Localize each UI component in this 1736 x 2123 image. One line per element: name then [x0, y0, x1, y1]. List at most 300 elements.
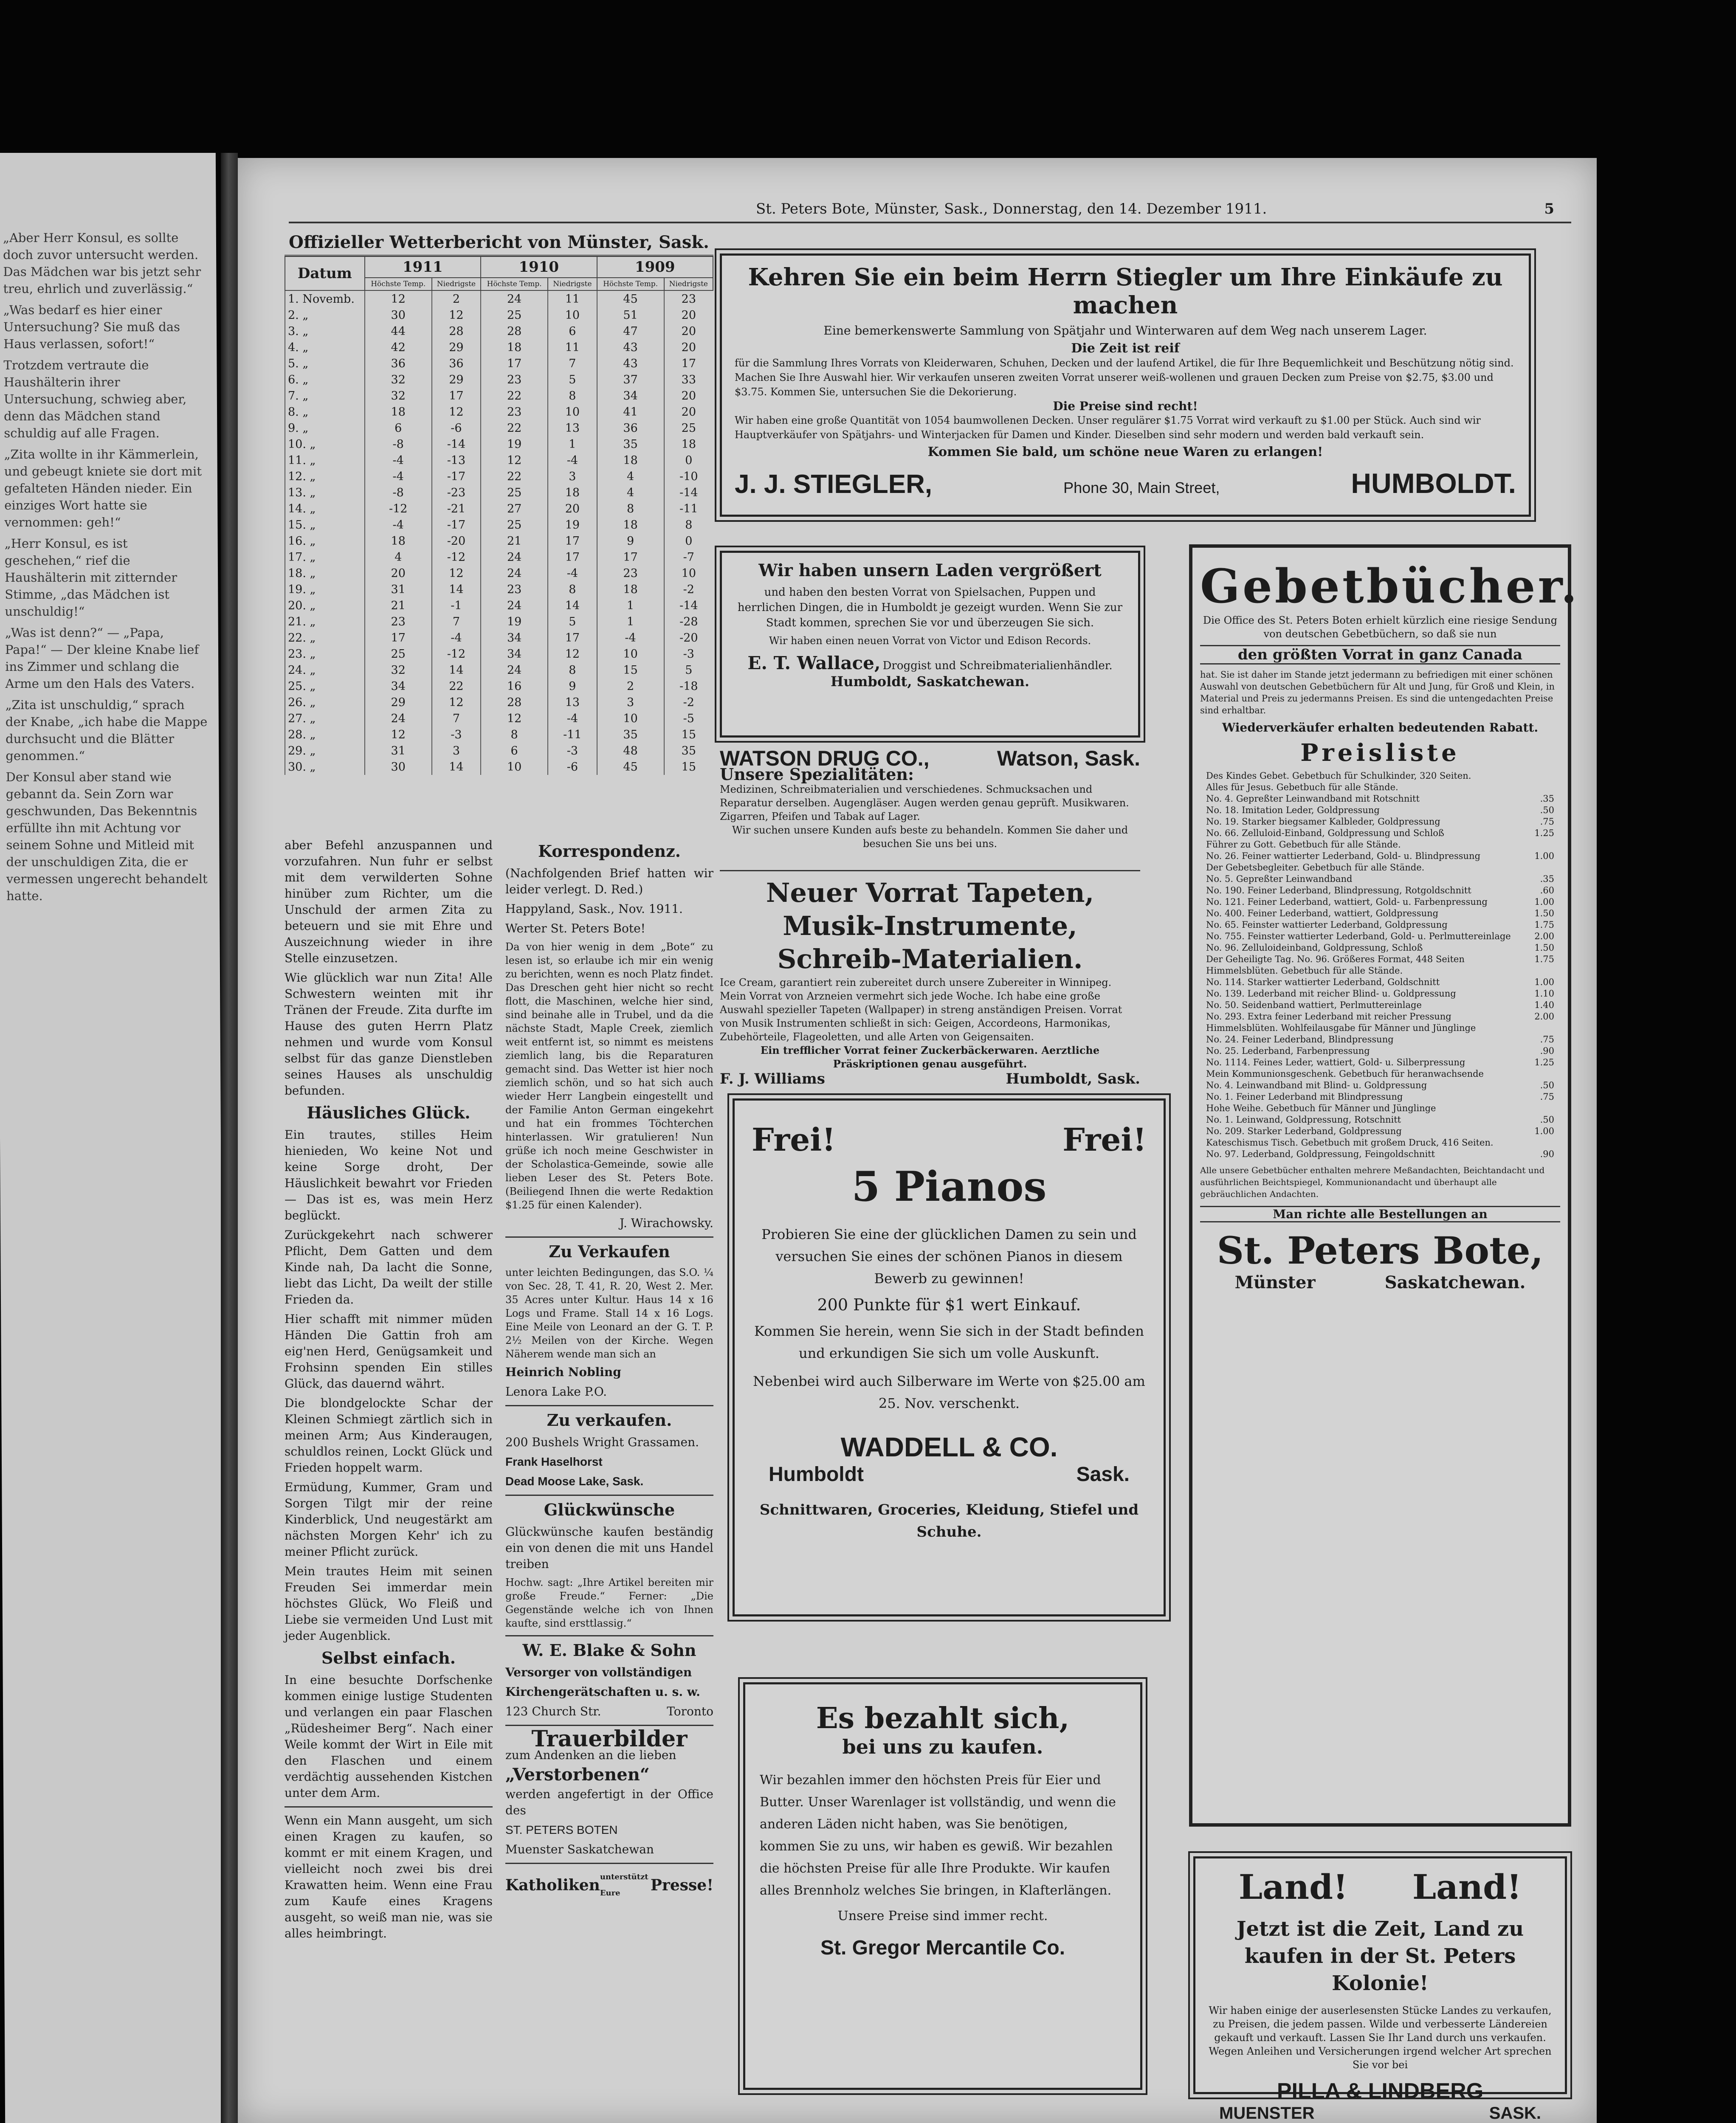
story-paragraph: aber Befehl anzuspannen und vorzufahren. Nun fuhr er selbst mit dem verwilderten Sohne hinüber zum Richter, um die Unschuld der armen Zita zu beteuern und sie mit Ehre und Auszeichnung wieder in ihre Stelle einzusetzen.	[285, 838, 493, 965]
gebetbuecher-city-row	[1200, 1273, 1560, 1292]
poem-stanza: Ein trautes, stilles Heim hienieden, Wo keine Not und keine Sorge droht, Der Häuslichkeit bewahrt vor Frieden — Das ist es, was mein Herz beglückt.	[285, 1128, 493, 1222]
weather-temp: -4	[597, 630, 664, 646]
weather-temp: -5	[664, 710, 713, 726]
weather-temp: 2	[597, 678, 664, 694]
weather-temp: 22	[432, 678, 481, 694]
weather-temp: 12	[548, 646, 597, 662]
text-paragraph: „Was bedarf es hier einer Untersuchung? Sie muß das Haus verlassen, sofort!“	[3, 303, 180, 351]
weather-temp: 9	[548, 678, 597, 694]
weather-temp: 32	[365, 372, 432, 388]
weather-temp: 24	[481, 565, 548, 581]
weather-date: 29. „	[285, 743, 365, 759]
weather-row	[285, 646, 713, 662]
weather-temp: -18	[664, 678, 713, 694]
weather-date: 24. „	[285, 662, 365, 678]
weather-temp: 0	[664, 452, 713, 468]
weather-temp: 24	[365, 710, 432, 726]
weather-temp: 13	[548, 420, 597, 436]
weather-temp: 31	[365, 581, 432, 597]
waddell-frei: Frei!	[752, 1122, 836, 1158]
waddell-city-row	[752, 1463, 1147, 1486]
weather-temp: 17	[548, 533, 597, 549]
weather-row	[285, 290, 713, 307]
story-paragraph: Wie glücklich war nun Zita! Alle Schwestern weinten mit ihr Tränen der Freude. Zita durfte im Hause des guten Herrn Platz nehmen und wurde vom Konsul selbst für das ganze Dienstleben seines Hauses als unschuldig befunden.	[285, 971, 493, 1098]
waddell-city: Sask.	[1076, 1463, 1130, 1486]
weather-row	[285, 452, 713, 468]
weather-temp: 6	[365, 420, 432, 436]
weather-row	[285, 694, 713, 710]
weather-temp: -3	[432, 726, 481, 743]
price-item	[1200, 942, 1560, 954]
weather-row	[285, 404, 713, 420]
trauerbilder-office: ST. PETERS BOTEN	[505, 1823, 618, 1836]
weather-temp: 24	[481, 290, 548, 307]
price-item	[1200, 1034, 1560, 1045]
price-item	[1200, 1149, 1560, 1160]
weather-temp: 21	[365, 597, 432, 614]
weather-table	[285, 256, 713, 775]
price-item-price: .50	[1540, 1115, 1554, 1125]
pilla-city-row	[1206, 2104, 1554, 2123]
sub-header: Höchste Temp.	[481, 278, 548, 290]
weather-temp: -1	[432, 597, 481, 614]
price-item	[1200, 873, 1560, 885]
sub-header: Höchste Temp.	[597, 278, 664, 290]
weather-temp: 37	[597, 372, 664, 388]
weather-temp: 12	[432, 307, 481, 323]
weather-date: 26. „	[285, 694, 365, 710]
weather-temp: 1	[597, 614, 664, 630]
weather-temp: -6	[432, 420, 481, 436]
price-item-label: No. 5. Gepreßter Leinwandband	[1206, 874, 1353, 884]
price-item-price: .35	[1540, 794, 1554, 804]
weather-temp: 43	[597, 339, 664, 355]
price-item-label: No. 19. Starker biegsamer Kalbleder, Goldpressung	[1206, 817, 1440, 827]
weather-temp: 23	[481, 372, 548, 388]
price-item-label: Kateschismus Tisch. Gebetbuch mit großem Druck, 416 Seiten.	[1206, 1138, 1494, 1148]
weather-temp: -17	[432, 517, 481, 533]
weather-date: 23. „	[285, 646, 365, 662]
weather-temp: 18	[481, 339, 548, 355]
weather-temp: 36	[597, 420, 664, 436]
trauerbilder-title: Trauerbilder	[531, 1726, 688, 1752]
weather-rows	[285, 290, 713, 775]
price-item-label: No. 1. Leinwand, Goldpressung, Rotschnitt	[1206, 1115, 1401, 1125]
weather-temp: 28	[432, 323, 481, 339]
weather-temp: 33	[664, 372, 713, 388]
weather-temp: 8	[548, 581, 597, 597]
weather-date: 14. „	[285, 501, 365, 517]
price-item-label: No. 190. Feiner Lederband, Blindpressung, Rotgoldschnitt	[1206, 885, 1471, 895]
price-item-price: 1.25	[1534, 828, 1554, 838]
weather-temp: 14	[548, 597, 597, 614]
price-item-price: 1.00	[1534, 897, 1554, 907]
stiegler-ad	[720, 253, 1531, 517]
weather-date: 15. „	[285, 517, 365, 533]
salutation: Werter St. Peters Bote!	[505, 921, 645, 935]
weather-temp: 22	[481, 388, 548, 404]
weather-date: 27. „	[285, 710, 365, 726]
previous-page-edge	[0, 153, 226, 2123]
weather-temp: 30	[365, 307, 432, 323]
weather-date: 6. „	[285, 372, 365, 388]
price-item-label: No. 139. Lederband mit reicher Blind- u. Goldpressung	[1206, 988, 1456, 999]
blake-address: 123 Church Str.	[505, 1704, 601, 1718]
weather-temp: 23	[664, 290, 713, 307]
weather-temp: 6	[548, 323, 597, 339]
weather-row	[285, 581, 713, 597]
weather-temp: 29	[432, 339, 481, 355]
price-item-label: No. 114. Starker wattierter Lederband, Goldschnitt	[1206, 977, 1440, 987]
sale-heading: Zu Verkaufen	[549, 1242, 670, 1261]
weather-date: 19. „	[285, 581, 365, 597]
weather-temp: 3	[597, 694, 664, 710]
weather-row	[285, 388, 713, 404]
weather-temp: 4	[597, 468, 664, 484]
weather-row	[285, 597, 713, 614]
weather-temp: 34	[481, 646, 548, 662]
price-item-price: .50	[1540, 805, 1554, 815]
pilla-city: MUENSTER	[1219, 2104, 1315, 2123]
weather-temp: 8	[481, 726, 548, 743]
stiegler-body2: Wir haben eine große Quantität von 1054 baumwollenen Decken. Unser regulärer $1.75 Vorrat wird verkauft zu $1.00 per Stück. Auch sind wir Hauptverkäufer von Spätjahrs- und Winterjacken für Damen und Kinder. Dieselben sind sehr modern und werden bald verkauft sein.	[735, 414, 1481, 441]
price-item	[1200, 816, 1560, 828]
sale-text: unter leichten Bedingungen, das S.O. ¼ von Sec. 28, T. 41, R. 20, West 2. Mer. 35 Acres unter Kultur. Haus 14 x 16 Logs und Frame. Stall 14 x 16 Logs. Eine Meile von Leonard an der G. T. P. 2½ Meilen von der Kirche. Wegen Näherem wende man sich an	[505, 1267, 713, 1360]
price-item-label: No. 293. Extra feiner Lederband mit reicher Pressung	[1206, 1011, 1451, 1022]
weather-temp: 10	[664, 565, 713, 581]
weather-row	[285, 420, 713, 436]
weather-temp: 14	[432, 581, 481, 597]
weather-temp: 10	[548, 307, 597, 323]
divider	[505, 1495, 713, 1496]
weather-temp: 27	[481, 501, 548, 517]
waddell-goods: Schnittwaren, Groceries, Kleidung, Stiefel und Schuhe.	[759, 1501, 1139, 1540]
weather-date: 11. „	[285, 452, 365, 468]
weather-row	[285, 743, 713, 759]
weather-temp: 15	[664, 726, 713, 743]
page-header	[289, 200, 1571, 223]
weather-temp: -4	[548, 452, 597, 468]
editor-note: (Nachfolgenden Brief hatten wir leider verlegt. D. Red.)	[505, 866, 713, 896]
gregor-note: Unsere Preise sind immer recht.	[837, 1909, 1048, 1923]
stiegler-sub: Eine bemerkenswerte Sammlung von Spätjahr und Winterwaren auf dem Weg nach unserem Lager.	[823, 324, 1427, 338]
weather-temp: 13	[548, 694, 597, 710]
text-paragraph: „Zita ist unschuldig,“ sprach der Knabe, „ich habe die Mappe durchsucht und die Blätter genommen.“	[5, 698, 208, 763]
weather-date: 4. „	[285, 339, 365, 355]
watson-spec-heading: Unsere Spezialitäten:	[720, 765, 914, 784]
wallace-line: Wir haben einen neuen Vorrat von Victor und Edison Records.	[769, 635, 1091, 647]
weather-temp: -4	[365, 468, 432, 484]
blake-address-row	[505, 1703, 713, 1720]
weather-temp: 28	[481, 323, 548, 339]
price-item	[1200, 828, 1560, 839]
weather-temp: -6	[548, 759, 597, 775]
weather-row	[285, 678, 713, 694]
williams-name: F. J. Williams	[720, 1070, 825, 1087]
price-item	[1200, 1045, 1560, 1057]
price-item-label: Himmelsblüten. Gebetbuch für alle Stände.	[1206, 966, 1403, 976]
divider	[720, 870, 1140, 871]
weather-temp: 34	[365, 678, 432, 694]
blake-line: Kirchengerätschaften u. s. w.	[505, 1685, 700, 1699]
weather-date: 12. „	[285, 468, 365, 484]
waddell-name: WADDELL & CO.	[840, 1432, 1058, 1462]
weather-temp: -4	[365, 517, 432, 533]
weather-title: Offizieller Wetterbericht von Münster, Sask.	[285, 232, 713, 256]
weather-temp: 2	[432, 290, 481, 307]
weather-temp: 47	[597, 323, 664, 339]
weather-temp: 20	[664, 404, 713, 420]
stiegler-zeit: Die Zeit ist reif	[1071, 341, 1180, 356]
price-item-label: Mein Kommunionsgeschenk. Gebetbuch für heranwachsende	[1206, 1069, 1484, 1079]
greetings-text: Glückwünsche kaufen beständig ein von denen die mit uns Handel treiben	[505, 1525, 713, 1571]
price-item-label: No. 66. Zelluloid-Einband, Goldpressung und Schloß	[1206, 828, 1444, 838]
weather-temp: 35	[664, 743, 713, 759]
price-item	[1200, 1057, 1560, 1068]
weather-temp: 17	[432, 388, 481, 404]
katholiken-mid: unterstützt Eure	[600, 1872, 648, 1898]
watson-city: Watson, Sask.	[997, 746, 1140, 770]
weather-temp: 12	[481, 710, 548, 726]
weather-temp: 23	[365, 614, 432, 630]
weather-temp: 20	[664, 323, 713, 339]
letter-body: Da von hier wenig in dem „Bote“ zu lesen ist, so erlaube ich mir ein wenig zu berichten, wenn es noch Platz findet. Das Dreschen geht hier nicht so recht flott, die Maschinen, welche hier sind, sind beinahe alle in Trubel, und da die nächste Stadt, Maple Creek, ziemlich weit entfernt ist, so nimmt es meistens ziemlich lang, bis die Reparaturen gemacht sind. Das Wetter ist hier noch ziemlich schön, und so hat sich auch wieder Herr Langbein eingestellt und der Familie Anton German eingekehrt und hat ein frommes Töchterchen hinterlassen. Wir gratulieren! Nun grüße ich noch meine Geschwister in der Scholastica-Gemeinde, sowie alle lieben Leser des St. Peters Bote. (Beiliegend Ihnen die werte Redaktion $1.25 für einen Kalender).	[505, 941, 713, 1211]
katholiken-left: Katholiken	[505, 1876, 600, 1894]
weather-temp: -13	[432, 452, 481, 468]
weather-temp: 17	[664, 355, 713, 372]
col-datum: Datum	[285, 256, 365, 290]
weather-temp: 48	[597, 743, 664, 759]
anecdote-text: Wenn ein Mann ausgeht, um sich einen Kragen zu kaufen, so kommt er mit einem Kragen, und vielleicht noch zwei bis drei Krawatten heim. Wenn eine Frau zum Kaufe eines Kragens ausgeht, so weiß man nie, was sie alles heimbringt.	[285, 1813, 493, 1940]
gebetbuecher-order: Man richte alle Bestellungen an	[1200, 1206, 1560, 1222]
masthead-line: St. Peters Bote, Münster, Sask., Donnerstag, den 14. Dezember 1911.	[756, 200, 1267, 217]
wallace-signature	[734, 653, 1126, 673]
weather-temp: 5	[664, 662, 713, 678]
waddell-body2: Kommen Sie herein, wenn Sie sich in der Stadt befinden und erkundigen Sie sich um volle Auskunft.	[754, 1323, 1144, 1361]
price-item-label: Des Kindes Gebet. Gebetbuch für Schulkinder, 320 Seiten.	[1206, 771, 1471, 781]
price-item	[1200, 793, 1560, 805]
weather-temp: -11	[548, 726, 597, 743]
poem-stanza: Zurückgekehrt nach schwerer Pflicht, Dem Gatten und dem Kinde nah, Da lacht die Sonne, liebt das Licht, Da weilt der stille Frieden da.	[285, 1228, 493, 1306]
weather-temp: 20	[664, 339, 713, 355]
price-item-label: Führer zu Gott. Gebetbuch für alle Stände.	[1206, 839, 1401, 850]
weather-temp: 28	[481, 694, 548, 710]
blake-line: Versorger von vollständigen	[505, 1665, 692, 1679]
weather-date: 8. „	[285, 404, 365, 420]
col-year: 1909	[597, 256, 713, 278]
text-paragraph: „Zita wollte in ihr Kämmerlein, und gebeugt kniete sie dort mit gefalteten Händen nieder. Ein einziges Wort hatte sie vernommen: geh!“	[4, 447, 202, 529]
williams-footer	[720, 1071, 1140, 1087]
weather-temp: 12	[432, 565, 481, 581]
weather-date: 1. Novemb.	[285, 290, 365, 307]
gregor-name: St. Gregor Mercantile Co.	[820, 1937, 1065, 1959]
col-year: 1911	[365, 256, 481, 278]
price-item-label: No. 96. Zelluloideinband, Goldpressung, Schloß	[1206, 943, 1423, 953]
gebetbuecher-vorrat: den größten Vorrat in ganz Canada	[1200, 645, 1560, 664]
price-item-price: .75	[1540, 817, 1554, 827]
text-paragraph: Trotzdem vertraute die Haushälterin ihrer Untersuchung, schwieg aber, denn das Mädchen stand schuldig auf alle Fragen.	[3, 358, 187, 440]
weather-temp: -3	[548, 743, 597, 759]
price-item-price: 2.00	[1534, 931, 1554, 941]
price-item-price: .90	[1540, 1046, 1554, 1056]
greetings-note: Hochw. sagt: „Ihre Artikel bereiten mir große Freude.“ Ferner: „Die Gegenstände welche ich von Ihnen kaufte, sind ersttlassig.“	[505, 1577, 713, 1629]
stiegler-city: HUMBOLDT.	[1351, 467, 1516, 499]
gebetbuecher-city: Saskatchewan.	[1384, 1273, 1526, 1292]
blake-city: Toronto	[667, 1704, 713, 1718]
gregor-subtitle: bei uns zu kaufen.	[842, 1735, 1043, 1758]
gebetbuecher-city: Münster	[1234, 1273, 1316, 1292]
weather-date: 20. „	[285, 597, 365, 614]
pilla-body: Wir haben einige der auserlesensten Stücke Landes zu verkaufen, zu Preisen, die jedem passen. Wilde und verbesserte Ländereien gekauft und verkauft. Lassen Sie Ihr Land durch uns verkaufen. Wegen Anleihen und Versicherungen irgend welcher Art sprechen Sie vor bei	[1209, 2005, 1552, 2071]
weather-temp: 20	[664, 307, 713, 323]
gebetbuecher-ad	[1189, 544, 1580, 1827]
waddell-frei-row	[752, 1122, 1147, 1158]
stiegler-body: für die Sammlung Ihres Vorrats von Kleiderwaren, Schuhen, Decken und der laufend Artikel, die für Ihre Bequemlichkeit und Beschützung nötig sind. Machen Sie Ihre Auswahl hier. Wir verkaufen unseren zweiten Vorrat unserer weiß-wollenen und grauen Decken zum Preise von $2.75, $3.00 und $3.75. Kommen Sie, untersuchen Sie die Dekorierung.	[735, 357, 1514, 398]
weather-date: 22. „	[285, 630, 365, 646]
price-item	[1200, 954, 1560, 965]
weather-temp: 42	[365, 339, 432, 355]
weather-temp: 18	[597, 517, 664, 533]
anecdote-title: Selbst einfach.	[321, 1648, 456, 1667]
divider	[505, 1405, 713, 1406]
weather-temp: 3	[548, 468, 597, 484]
waddell-body: Probieren Sie eine der glücklichen Damen zu sein und versuchen Sie eines der schönen Pianos in diesem Bewerb zu gewinnen!	[761, 1226, 1137, 1287]
weather-temp: 11	[548, 290, 597, 307]
letter-signature: J. Wirachowsky.	[619, 1216, 713, 1230]
price-item-price: 1.50	[1534, 908, 1554, 918]
price-item	[1200, 908, 1560, 919]
weather-temp: 24	[481, 549, 548, 565]
price-item-label: Der Geheiligte Tag. No. 96. Größeres Format, 448 Seiten	[1206, 954, 1465, 964]
weather-date: 9. „	[285, 420, 365, 436]
weather-temp: 12	[481, 452, 548, 468]
weather-temp: 18	[548, 484, 597, 501]
weather-row	[285, 372, 713, 388]
trauerbilder-line: zum Andenken an die lieben	[505, 1748, 676, 1762]
weather-temp: -14	[664, 484, 713, 501]
divider	[505, 1236, 713, 1238]
weather-temp: 41	[597, 404, 664, 420]
weather-temp: 12	[432, 694, 481, 710]
weather-temp: 3	[432, 743, 481, 759]
weather-temp: 29	[365, 694, 432, 710]
weather-temp: 17	[481, 355, 548, 372]
trauerbilder-line: „Verstorbenen“	[505, 1765, 650, 1785]
weather-temp: 34	[597, 388, 664, 404]
weather-date: 5. „	[285, 355, 365, 372]
seller-place: Dead Moose Lake, Sask.	[505, 1475, 644, 1488]
weather-temp: 36	[365, 355, 432, 372]
weather-temp: 6	[481, 743, 548, 759]
weather-temp: 19	[481, 436, 548, 452]
weather-row	[285, 533, 713, 549]
weather-temp: 25	[481, 517, 548, 533]
poem-title: Häusliches Glück.	[307, 1103, 471, 1122]
divider	[285, 1806, 493, 1808]
seller-place: Lenora Lake P.O.	[505, 1385, 607, 1399]
weather-date: 17. „	[285, 549, 365, 565]
weather-temp: 8	[597, 501, 664, 517]
weather-temp: -12	[432, 646, 481, 662]
weather-date: 16. „	[285, 533, 365, 549]
pilla-sask: SASK.	[1489, 2104, 1541, 2123]
weather-temp: 11	[548, 339, 597, 355]
weather-temp: 32	[365, 662, 432, 678]
weather-temp: 36	[432, 355, 481, 372]
williams-line: Ein trefflicher Vorrat feiner Zuckerbäckerwaren. Aerztliche Präskriptionen genau ausgeführt.	[760, 1044, 1100, 1070]
weather-temp: 51	[597, 307, 664, 323]
wallace-ad	[720, 551, 1140, 738]
price-item	[1200, 1103, 1560, 1114]
weather-temp: 7	[432, 710, 481, 726]
weather-date: 10. „	[285, 436, 365, 452]
weather-temp: 20	[365, 565, 432, 581]
weather-row	[285, 726, 713, 743]
weather-temp: 25	[365, 646, 432, 662]
weather-temp: 19	[548, 517, 597, 533]
gebetbuecher-resale: Wiederverkäufer erhalten bedeutenden Rabatt.	[1222, 721, 1539, 735]
price-item	[1200, 839, 1560, 850]
watson-name: WATSON DRUG CO.,	[720, 746, 930, 770]
price-item	[1200, 931, 1560, 942]
weather-temp: 22	[481, 420, 548, 436]
weather-temp: -21	[432, 501, 481, 517]
weather-temp: 18	[597, 452, 664, 468]
price-item-price: 1.00	[1534, 1126, 1554, 1136]
weather-row	[285, 759, 713, 775]
weather-temp: -2	[664, 581, 713, 597]
column-story	[285, 837, 493, 1945]
wallace-title: Wir haben unsern Laden vergrößert	[758, 560, 1102, 580]
waddell-body3: Nebenbei wird auch Silberware im Werte von $25.00 am 25. Nov. verschenkt.	[753, 1373, 1145, 1411]
sub-header: Höchste Temp.	[365, 278, 432, 290]
watson-spec-items: Medizinen, Schreibmaterialien und verschiedenes. Schmucksachen und Reparatur derselben. Augengläser. Augen werden genau geprüft. Musikwaren. Zigarren, Pfeifen und Tabak auf Lager.	[720, 783, 1129, 822]
price-item-label: No. 755. Feinster wattierter Lederband, Gold- u. Perlmuttereinlage	[1206, 931, 1511, 941]
weather-temp: 10	[481, 759, 548, 775]
pilla-headline: Jetzt ist die Zeit, Land zu kaufen in der St. Peters Kolonie!	[1236, 1917, 1524, 1995]
greetings-heading: Glückwünsche	[544, 1500, 675, 1519]
weather-temp: 23	[481, 581, 548, 597]
gebetbuecher-note: Alle unsere Gebetbücher enthalten mehrere Meßandachten, Beichtandacht und ausführlichen Beichtspiegel, Kommunionandacht und überhaupt alle gebräuchlichen Andachten.	[1200, 1165, 1545, 1199]
seller-name: Heinrich Nobling	[505, 1365, 621, 1379]
stiegler-headline: Kehren Sie ein beim Herrn Stiegler um Ihre Einkäufe zu machen	[748, 263, 1503, 319]
price-item-price: 1.75	[1534, 920, 1554, 930]
price-item	[1200, 885, 1560, 896]
weather-date: 25. „	[285, 678, 365, 694]
sale-text: 200 Bushels Wright Grassamen.	[505, 1435, 699, 1449]
weather-temp: 44	[365, 323, 432, 339]
price-item	[1200, 862, 1560, 873]
poem-stanza: Ermüdung, Kummer, Gram und Sorgen Tilgt mir der reine Kinderblick, Und neugestärkt am nächsten Morgen Kehr' ich zu meiner Pflicht zurück.	[285, 1480, 493, 1559]
weather-temp: 20	[664, 388, 713, 404]
weather-temp: 10	[597, 710, 664, 726]
weather-row	[285, 501, 713, 517]
price-list	[1200, 770, 1560, 1160]
weather-temp: 20	[548, 501, 597, 517]
price-item-price: .50	[1540, 1080, 1554, 1090]
weather-temp: -8	[365, 436, 432, 452]
weather-temp: 15	[664, 759, 713, 775]
price-item-price: .75	[1540, 1034, 1554, 1045]
weather-row	[285, 710, 713, 726]
gregor-ad	[743, 1682, 1142, 2090]
weather-temp: 23	[597, 565, 664, 581]
watson-header	[720, 746, 1140, 770]
gebetbuecher-body: hat. Sie ist daher im Stande jetzt jedermann zu befriedigen mit einer schönen Auswahl von deutschen Gebetbüchern für Alt und Jung, für Groß und Klein, in Material und Preis zu jedermanns Preisen. Es sind die untengedachten Preise sind erhaltbar.	[1200, 670, 1555, 715]
newspaper-page	[238, 158, 1597, 2123]
pilla-land: Land!	[1238, 1867, 1348, 1907]
weather-date: 30. „	[285, 759, 365, 775]
